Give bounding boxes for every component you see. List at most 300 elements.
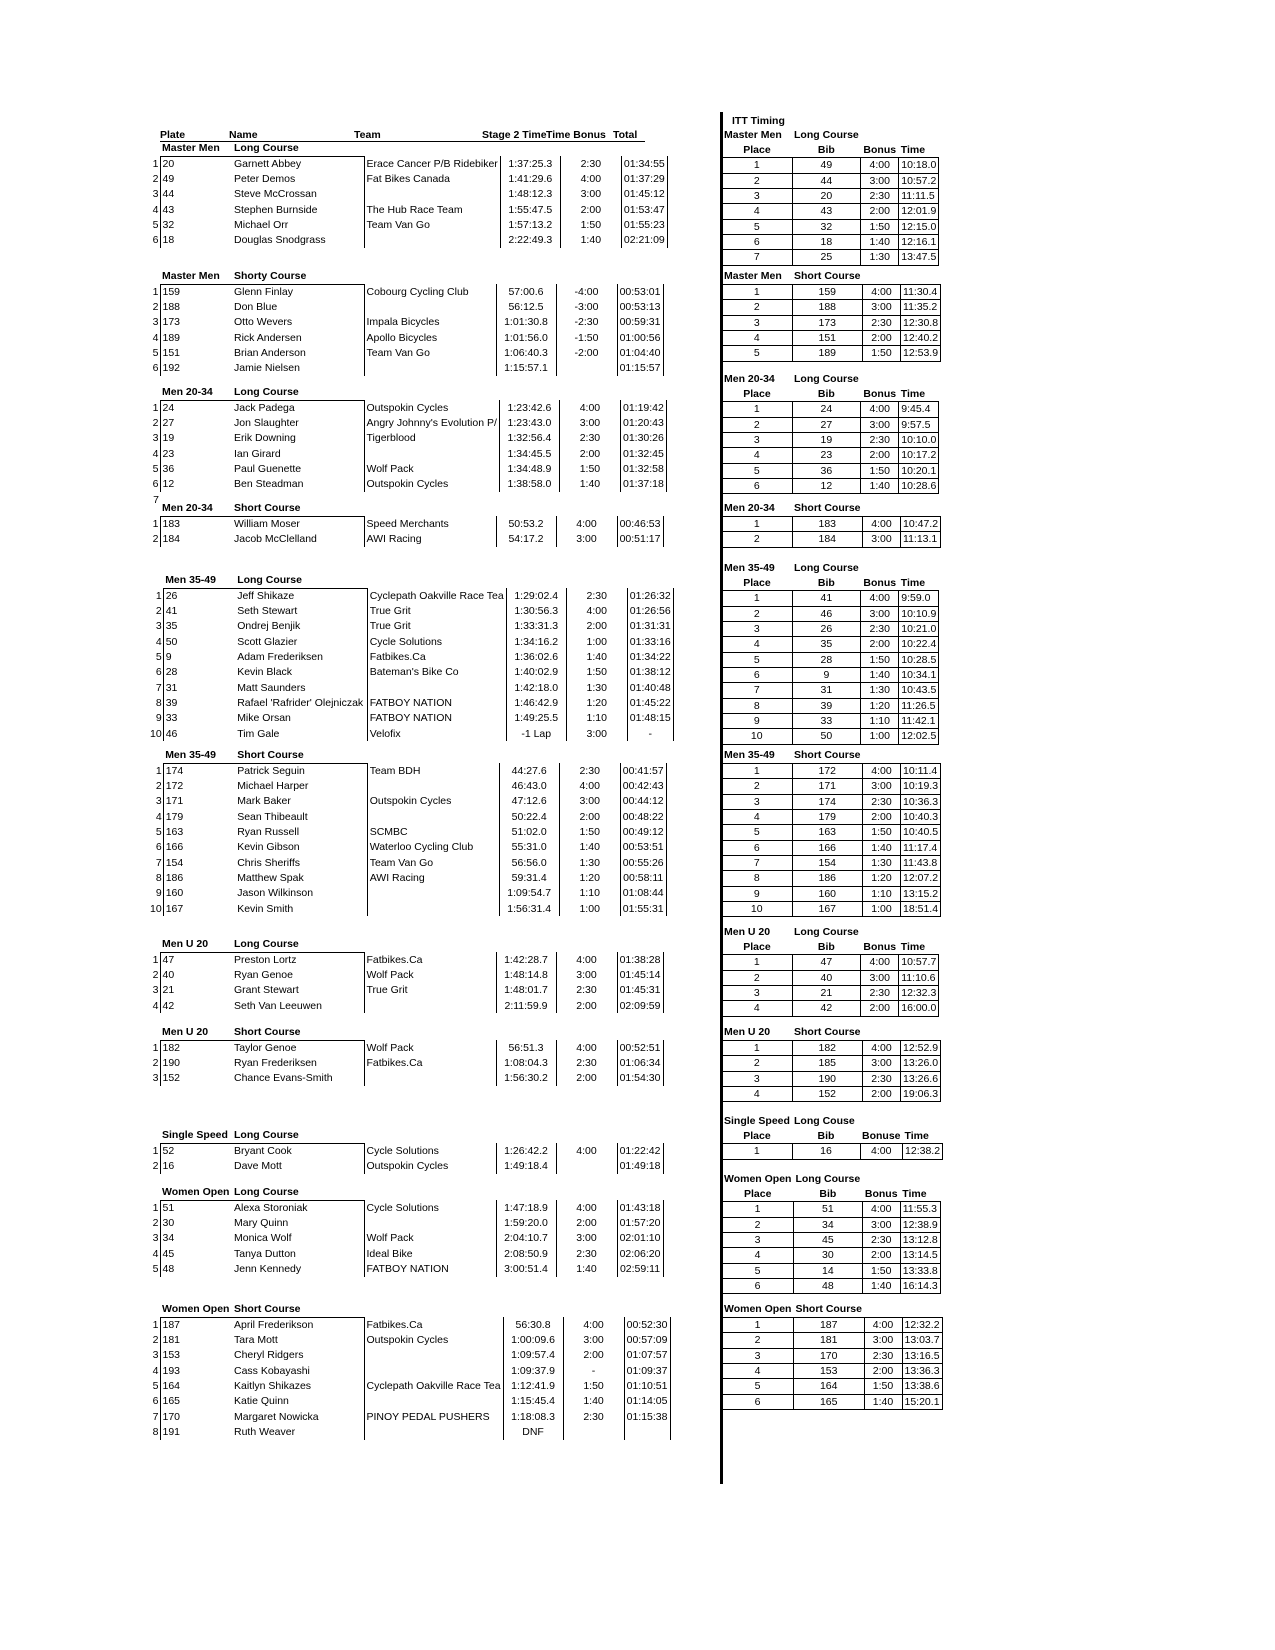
team-cell: FATBOY NATION [367,711,506,726]
bonus-header: Bonus [861,142,899,157]
itt-section [722,560,939,745]
place-cell: 4 [722,1001,792,1016]
time-cell: 10:40.5 [901,825,941,840]
itt-row [722,1263,940,1278]
total-cell: 01:10:51 [624,1378,670,1393]
time-bonus-cell: 3:00 [560,187,621,202]
header-spacer [364,1185,496,1200]
bonus-cell: 1:30 [861,683,899,698]
name-cell: Rafael 'Rafrider' Olejniczak [237,697,364,710]
bib-cell: 28 [792,652,861,667]
place-cell: 1 [722,158,792,173]
result-row [150,315,663,330]
plate-cell: 43 [160,202,232,217]
team-cell [364,1215,496,1230]
team-cell [364,1071,496,1086]
plate-cell: 151 [160,345,232,360]
name-cell: Michael Orr [234,219,289,232]
category-label: Men U 20 [724,925,771,938]
results-section [150,501,664,547]
row-number: 4 [152,1364,159,1377]
time-bonus-cell: 2:00 [556,1071,617,1086]
time-bonus-cell: -2:00 [556,345,617,360]
place-cell: 5 [722,1379,793,1394]
time-cell: 11:13.1 [901,532,941,547]
team-cell: True Grit [364,983,496,998]
team-cell: Cyclepath Oakville Race Tea [367,588,506,603]
result-row [150,1231,663,1246]
itt-row [722,250,939,265]
stage2-time-cell: 1:47:18.9 [496,1200,556,1215]
results-section [150,1128,664,1174]
team-cell: Velofix [367,726,506,741]
header-spacer [556,1185,617,1200]
bonus-cell: 1:50 [861,463,899,478]
time-bonus-cell: 4:00 [559,400,620,415]
result-row [150,1040,663,1055]
header-spacer [496,1025,556,1040]
team-cell: Fatbikes.Ca [364,1317,503,1332]
place-cell: 2 [722,1217,793,1232]
stage2-time-cell: 1:56:31.4 [499,901,559,916]
header-spacer [556,501,617,516]
stage2-time-cell: 1:37:25.3 [500,156,560,171]
time-cell: 12:30.8 [901,315,941,330]
course-label: Short Course [232,1302,364,1317]
itt-row [722,1232,940,1247]
name-cell: Ian Girard [234,447,281,460]
stage2-time-cell: 1:34:16.2 [506,634,566,649]
bonus-cell: 4:00 [860,1144,903,1159]
total-cell: 01:45:31 [617,983,663,998]
name-cell: Jamie Nielsen [234,362,300,375]
header-spacer [899,560,939,575]
stage2-time-cell: 1:26:42.2 [496,1143,556,1158]
itt-row [722,219,939,234]
bib-cell: 189 [792,346,863,361]
place-cell: 5 [722,463,792,478]
result-row [150,1246,663,1261]
time-bonus-cell: -2:30 [556,315,617,330]
plate-cell: 167 [163,901,235,916]
result-row [150,477,666,492]
itt-row [722,448,939,463]
place-cell: 1 [722,955,792,970]
bonus-cell: 1:40 [861,234,899,249]
itt-row [722,621,939,636]
bonus-cell: 4:00 [861,402,899,417]
team-cell: Team Van Go [364,345,496,360]
stage2-time-cell: 1:33:31.3 [506,619,566,634]
name-cell: Seth Stewart [237,605,298,618]
time-bonus-cell: 2:30 [559,763,620,778]
header-spacer [624,1302,670,1317]
result-row [150,603,673,618]
itt-row [722,1056,941,1071]
bib-cell: 153 [793,1363,864,1378]
row-number: 1 [152,1318,159,1331]
row-number: 1 [152,1041,159,1054]
time-bonus-cell: 1:40 [559,477,620,492]
plate-cell: 152 [160,1071,232,1086]
stage2-time-cell: 54:17.2 [496,531,556,546]
team-cell: The Hub Race Team [364,202,500,217]
team-cell: Outspokin Cycles [364,1158,496,1173]
itt-row [722,516,941,531]
header-spacer [559,748,620,763]
team-cell [364,998,496,1013]
team-cell [364,187,500,202]
result-row [150,1394,670,1409]
row-number: 2 [152,173,159,186]
name-cell: Don Blue [234,301,278,314]
row-number: 3 [152,316,159,329]
header-spacer [503,1302,563,1317]
plate-cell: 32 [160,217,232,232]
category-label: Master Men [724,128,782,141]
result-row [150,998,663,1013]
stage2-time-cell: 1:29:02.4 [506,588,566,603]
header-spacer [367,748,499,763]
total-cell: 02:21:09 [621,233,667,248]
stage2-time-cell: 1:23:43.0 [499,415,559,430]
result-row [150,809,666,824]
team-cell: Speed Merchants [364,516,496,531]
bonus-header: Bonus [861,575,899,590]
col-name-header: Name [229,129,258,141]
itt-row [722,794,941,809]
bib-header: Bib [792,1128,860,1143]
team-cell: AWI Racing [367,870,499,885]
total-cell: 01:40:48 [627,680,673,695]
plate-cell: 164 [160,1378,232,1393]
row-number: 2 [155,605,162,618]
bib-header: Bib [793,1186,862,1201]
total-cell: 00:44:12 [620,794,666,809]
bonus-cell: 1:40 [862,1278,900,1293]
total-cell: 01:26:56 [627,603,673,618]
total-cell: 00:52:30 [624,1317,670,1332]
row-number: 8 [155,872,162,885]
stage2-time-cell: 1:48:14.8 [496,967,556,982]
row-number: 1 [152,1201,159,1214]
course-label: Short Course [794,749,861,762]
result-row [150,588,673,603]
bonus-cell: 1:40 [861,478,899,493]
time-cell: 10:34.1 [899,667,939,682]
bonus-cell: 2:30 [861,188,899,203]
time-header: Time [899,142,939,157]
plate-cell: 35 [163,619,235,634]
row-number: 3 [152,432,159,445]
course-label: Short Course [794,270,861,283]
bib-cell: 173 [792,315,863,330]
result-row [150,1317,670,1332]
row-number: 1 [152,157,159,170]
place-header: Place [722,939,792,954]
name-cell: Otto Wevers [234,316,293,329]
time-cell: 12:16.1 [899,234,939,249]
itt-row [722,300,941,315]
plate-cell: 16 [160,1158,232,1173]
place-cell: 1 [722,1317,793,1332]
row-number: 6 [152,362,159,375]
time-cell: 11:55.3 [900,1202,940,1217]
total-cell: 00:53:13 [617,299,663,314]
course-label: Short Course [794,502,861,515]
row-number: 2 [152,1334,159,1347]
course-label: Long Course [794,128,859,141]
time-bonus-cell: - [563,1363,624,1378]
time-bonus-cell: 1:30 [559,855,620,870]
name-cell: Kevin Black [237,666,293,679]
header-spacer [617,1128,663,1143]
header-spacer [621,141,667,156]
itt-row [722,1071,941,1086]
place-cell: 7 [722,683,792,698]
stage2-time-cell: 1:56:30.2 [496,1071,556,1086]
row-number [150,385,160,400]
result-row [150,345,663,360]
total-cell: 02:59:11 [617,1261,663,1276]
header-spacer [563,1302,624,1317]
name-cell: Brian Anderson [234,347,306,360]
bonus-cell: 2:30 [863,315,901,330]
result-row [150,330,663,345]
stage2-time-cell: 1:01:56.0 [496,330,556,345]
stage2-time-cell: 1:32:56.4 [499,431,559,446]
total-cell: 01:19:42 [620,400,666,415]
category-label: Men U 20 [160,937,232,952]
total-cell: 01:14:05 [624,1394,670,1409]
time-bonus-cell: 1:40 [563,1394,624,1409]
team-cell: Outspokin Cycles [364,477,499,492]
total-cell: 01:37:29 [621,171,667,186]
time-cell: 10:28.5 [899,652,939,667]
bib-cell: 12 [792,478,861,493]
header-spacer [864,1302,902,1317]
bonus-cell: 2:30 [863,794,901,809]
row-number: 4 [152,447,159,460]
plate-cell: 47 [160,952,232,967]
name-cell: April Frederikson [234,1318,314,1331]
header-spacer [496,937,556,952]
team-cell: True Grit [367,603,506,618]
time-cell: 18:51.4 [901,901,941,916]
bib-cell: 48 [793,1278,862,1293]
total-cell: 00:51:17 [617,531,663,546]
time-bonus-cell: 4:00 [560,171,621,186]
time-cell: 12:32.3 [899,985,939,1000]
row-number: 2 [152,969,159,982]
plate-cell: 34 [160,1231,232,1246]
time-cell: 11:17.4 [901,840,941,855]
stage2-time-cell: 1:36:02.6 [506,649,566,664]
time-cell: 9:59.0 [899,591,939,606]
header-spacer [863,748,901,763]
time-cell: 12:01.9 [899,204,939,219]
time-cell: 12:15.0 [899,219,939,234]
team-cell: Outspokin Cycles [364,400,499,415]
team-cell: Team Van Go [364,217,500,232]
itt-row [722,188,939,203]
time-cell: 12:52.9 [901,1040,941,1055]
name-cell: Garnett Abbey [234,157,302,170]
team-cell: True Grit [367,619,506,634]
bib-cell: 45 [793,1232,862,1247]
total-cell: 01:00:56 [617,330,663,345]
team-cell: Angry Johnny's Evolution P/ [364,415,499,430]
result-row [150,202,667,217]
result-row [150,794,666,809]
place-cell: 3 [722,188,792,203]
team-cell: Outspokin Cycles [367,794,499,809]
row-number: 10 [150,902,162,915]
team-cell [364,361,496,376]
plate-cell: 159 [160,284,232,299]
total-cell: 00:46:53 [617,516,663,531]
bib-cell: 43 [792,204,861,219]
name-cell: Kevin Smith [237,902,294,915]
bonus-cell: 3:00 [864,1333,902,1348]
place-cell: 2 [722,606,792,621]
time-bonus-cell: 1:50 [560,217,621,232]
header-spacer [499,385,559,400]
place-cell: 3 [722,1348,793,1363]
header-spacer [902,1302,942,1317]
plate-cell: 24 [160,400,232,415]
time-bonus-cell: -1:50 [556,330,617,345]
header-spacer [862,1171,900,1186]
plate-cell: 23 [160,446,232,461]
bib-cell: 26 [792,621,861,636]
bonus-cell: 2:00 [863,1086,901,1101]
bib-cell: 47 [792,955,861,970]
stage2-time-cell: 1:40:02.9 [506,665,566,680]
bonus-cell: 2:00 [863,809,901,824]
stage2-time-cell: 1:30:56.3 [506,603,566,618]
itt-section [722,1302,943,1410]
team-cell: Waterloo Cycling Club [367,840,499,855]
itt-row [722,284,941,299]
bonus-cell: 1:50 [861,652,899,667]
course-label: Long Course [232,385,364,400]
header-spacer [903,1113,943,1128]
time-bonus-cell: -3:00 [556,299,617,314]
stage2-time-cell: 1:48:01.7 [496,983,556,998]
stage2-time-cell: -1 Lap [506,726,566,741]
name-cell: Monica Wolf [234,1232,292,1245]
stage2-time-cell: 55:31.0 [499,840,559,855]
header-spacer [364,1302,503,1317]
bonus-cell: 3:00 [862,1217,900,1232]
row-number: 5 [155,826,162,839]
stage2-time-cell: 1:46:42.9 [506,695,566,710]
name-cell: Grant Stewart [234,984,299,997]
plate-cell: 36 [160,461,232,476]
plate-cell: 20 [160,156,232,171]
bonus-cell: 3:00 [863,779,901,794]
itt-row [722,637,939,652]
name-cell: Douglas Snodgrass [234,234,326,247]
header-spacer [863,269,901,284]
time-cell: 13:26.0 [901,1056,941,1071]
time-cell: 12:53.9 [901,346,941,361]
bonus-cell: 1:20 [863,871,901,886]
row-number [150,1025,160,1040]
plate-cell: 179 [163,809,235,824]
name-cell: Jason Wilkinson [237,887,314,900]
name-cell: Ryan Russell [237,826,300,839]
result-row [150,778,666,793]
place-cell: 1 [722,402,792,417]
stage2-time-cell: 1:23:42.6 [499,400,559,415]
row-number: 5 [152,347,159,360]
row-number: 3 [152,1349,159,1362]
row-number [150,1185,160,1200]
bib-cell: 32 [792,219,861,234]
stage2-time-cell: 47:12.6 [499,794,559,809]
total-cell: 01:38:28 [617,952,663,967]
total-cell: 01:55:23 [621,217,667,232]
team-cell: Bateman's Bike Co [367,665,506,680]
time-bonus-cell: 1:40 [566,649,627,664]
plate-cell: 163 [163,824,235,839]
result-row [150,901,666,916]
stage2-time-cell: 56:12.5 [496,299,556,314]
team-cell: Fat Bikes Canada [364,171,500,186]
row-number: 6 [152,234,159,247]
total-cell: 01:53:47 [621,202,667,217]
time-cell: 10:20.1 [899,463,939,478]
result-row [150,446,666,461]
time-bonus-cell: 1:20 [559,870,620,885]
header-spacer [899,371,939,386]
result-row [150,1332,670,1347]
row-number: 7 [152,1410,159,1423]
stage2-time-cell: 1:06:40.3 [496,345,556,360]
name-cell: Preston Lortz [234,953,297,966]
time-bonus-cell [556,361,617,376]
stage2-time-cell: 1:42:18.0 [506,680,566,695]
plate-cell: 19 [160,431,232,446]
category-label: Men 20-34 [722,501,792,516]
place-cell: 6 [722,840,792,855]
place-cell: 6 [722,478,792,493]
stage2-time-cell: 1:12:41.9 [503,1378,563,1393]
itt-section [722,1171,941,1294]
result-row [150,431,666,446]
bib-cell: 20 [792,188,861,203]
team-cell: AWI Racing [364,531,496,546]
bonus-cell: 2:30 [863,1071,901,1086]
team-cell [364,446,499,461]
place-cell: 5 [722,652,792,667]
category-label: Master Men [160,141,232,156]
row-number: 7 [155,681,162,694]
row-number: 2 [152,1160,159,1173]
plate-cell: 191 [160,1424,232,1439]
bonus-cell: 1:30 [863,855,901,870]
bib-header: Bib [792,939,861,954]
total-cell: 01:54:30 [617,1071,663,1086]
course-label: Long Couse [794,1114,855,1127]
time-cell: 13:03.7 [902,1333,942,1348]
header-spacer [364,937,496,952]
place-header: Place [722,575,792,590]
plate-cell: 12 [160,477,232,492]
result-row [150,516,663,531]
